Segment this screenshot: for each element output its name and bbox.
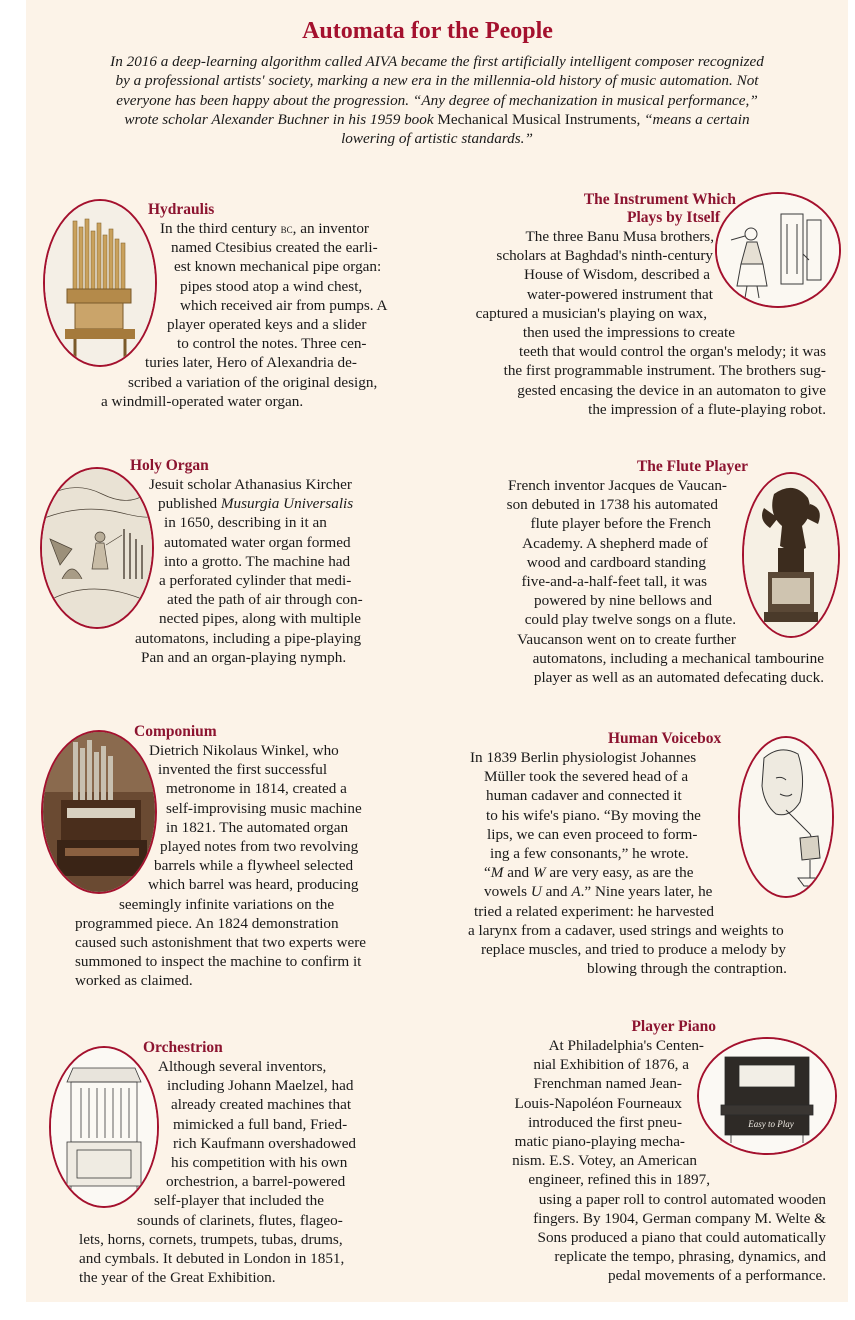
text-line: including Johann Maelzel, had <box>167 1077 354 1095</box>
text-line: captured a musician's playing on wax, <box>475 304 707 322</box>
text-line: to control the notes. Three cen- <box>177 335 367 353</box>
text-line: Dietrich Nikolaus Winkel, who <box>149 742 339 759</box>
text-line: gested encasing the device in an automaton to give <box>517 381 826 399</box>
text-line: and cymbals. It debuted in London in 1851, <box>79 1250 345 1268</box>
section-body <box>100 219 410 411</box>
text-run: , an inventor <box>292 220 369 237</box>
text-line: turies later, Hero of Alexandria de- <box>145 354 357 372</box>
text-line: nial Exhibition of 1876, a <box>533 1056 689 1074</box>
section-body <box>470 227 827 419</box>
text-line: a perforated cylinder that medi- <box>159 572 352 590</box>
letter-em: W <box>532 864 546 882</box>
section-body <box>74 741 404 991</box>
text-line: the impression of a flute-playing robot. <box>588 400 826 418</box>
section-body <box>468 748 808 978</box>
intro-line: everyone has been happy about the progression. “Any degree of mechanization in musical performance,” <box>116 91 758 109</box>
text-line: metronome in 1814, created a <box>166 780 347 798</box>
text-line: self-improvising music machine <box>166 799 362 817</box>
heading-line: Plays by Itself <box>627 209 720 226</box>
text-line: The three Banu Musa brothers, <box>525 228 714 245</box>
text-line: worked as claimed. <box>75 972 193 990</box>
text-line: sounds of clarinets, flutes, flageo- <box>137 1211 343 1229</box>
heading-line: The Instrument Which <box>583 191 736 208</box>
text-line: player as well as an automated defecating duck. <box>533 669 824 687</box>
section-body <box>470 1036 827 1286</box>
text-line: a larynx from a cadaver, used strings and weights to <box>468 921 784 939</box>
letter-em: U <box>530 883 542 901</box>
text-line: Müller took the severed head of a <box>484 768 689 786</box>
text-run: are very easy, as are the <box>545 864 694 882</box>
text-line: pipes stood atop a wind chest, <box>180 277 363 295</box>
page-title: Automata for the People <box>302 18 553 44</box>
text-line: est known mechanical pipe organ: <box>174 258 382 276</box>
text-line: self-player that included the <box>154 1192 324 1210</box>
text-line: the first programmable instrument. The brothers sug- <box>503 362 826 380</box>
intro-text: wrote scholar Alexander Buchner in his 1959 book <box>124 110 438 128</box>
text-line: Sons produced a piano that could automatically <box>537 1229 826 1247</box>
text-line: in 1650, describing in it an <box>164 514 327 532</box>
section-heading <box>470 191 827 227</box>
text-line: using a paper roll to control automated wooden <box>538 1190 826 1208</box>
intro-line: In 2016 a deep-learning algorithm called AIVA became the first artificially intelligent composer recognized <box>110 53 764 70</box>
letter-em: M <box>490 864 504 882</box>
text-line: flute player before the French <box>530 515 711 533</box>
text-line <box>130 494 430 513</box>
text-line: the year of the Great Exhibition. <box>79 1269 276 1287</box>
text-line: rich Kaufmann overshadowed <box>173 1134 357 1152</box>
section-componium <box>74 723 404 991</box>
intro-line: lowering of artistic standards.” <box>341 130 533 148</box>
section-heading: Componium <box>134 723 217 740</box>
text-line: caused such astonishment that two experts were <box>75 934 367 952</box>
text-run: and <box>541 883 572 901</box>
era-abbreviation: bc <box>280 221 293 236</box>
book-title: Musurgia Universalis <box>220 495 354 513</box>
text-run: and <box>503 864 533 882</box>
text-line: invented the first successful <box>158 761 328 779</box>
section-heading: Hydraulis <box>148 201 215 218</box>
text-run: published <box>158 495 221 513</box>
section-instrument-plays-itself <box>470 191 827 419</box>
text-line: into a grotto. The machine had <box>164 552 351 570</box>
section-player-piano <box>470 1018 827 1286</box>
text-line: nism. E.S. Votey, an American <box>512 1152 697 1170</box>
text-line: engineer, refined this in 1897, <box>528 1171 710 1189</box>
text-line: Louis-Napoléon Fourneaux <box>514 1094 682 1112</box>
text-line: In 1839 Berlin physiologist Johannes <box>470 749 697 766</box>
text-line: fingers. By 1904, German company M. Welte & <box>533 1209 826 1227</box>
text-line: which barrel was heard, producing <box>148 876 359 894</box>
section-body <box>130 475 430 667</box>
text-line: lets, horns, cornets, trumpets, tubas, drums, <box>79 1230 343 1248</box>
text-line: “M and W are very easy, as are the <box>484 864 694 882</box>
text-line: in 1821. The automated organ <box>166 818 349 836</box>
text-line: seemingly infinite variations on the <box>119 895 335 913</box>
text-line: could play twelve songs on a flute. <box>524 611 736 629</box>
intro-text: , “means a certain <box>636 110 750 128</box>
section-body <box>78 1057 408 1287</box>
letter-em: A <box>571 883 581 901</box>
text-line: Academy. A shepherd made of <box>522 534 708 552</box>
section-heading: Human Voicebox <box>608 730 722 747</box>
text-line: powered by nine bellows and <box>534 592 712 610</box>
text-line: wood and cardboard standing <box>526 553 706 571</box>
text-line: barrels while a flywheel selected <box>154 857 354 875</box>
text-line: nected pipes, along with multiple <box>159 610 362 628</box>
section-orchestrion <box>78 1039 408 1287</box>
text-line: five-and-a-half-feet tall, it was <box>521 573 707 591</box>
text-line: Frenchman named Jean- <box>533 1075 682 1093</box>
section-flute-player <box>470 458 827 687</box>
text-line: summoned to inspect the machine to confirm it <box>75 953 362 971</box>
text-line: Jesuit scholar Athanasius Kircher <box>149 476 352 493</box>
text-line: automatons, including a pipe-playing <box>135 629 362 647</box>
intro-line <box>92 110 782 129</box>
text-line: then used the impressions to create <box>522 324 735 342</box>
text-line: French inventor Jacques de Vaucan- <box>507 477 727 494</box>
section-hydraulis <box>100 201 410 411</box>
intro-paragraph <box>92 52 782 148</box>
text-line: teeth that would control the organ's melody; it was <box>519 343 826 361</box>
text-line: lips, we can even proceed to form- <box>487 825 698 843</box>
text-run: vowels <box>484 883 531 901</box>
text-run: .” Nine years later, he <box>580 883 713 901</box>
text-line: which received air from pumps. A <box>180 296 388 314</box>
text-line: human cadaver and connected it <box>486 787 682 805</box>
text-line: introduced the first pneu- <box>528 1113 682 1131</box>
text-line: replicate the tempo, phrasing, dynamics, and <box>554 1248 826 1266</box>
text-line: programmed piece. An 1824 demonstration <box>75 914 339 932</box>
text-line: Although several inventors, <box>158 1058 327 1075</box>
text-line: pedal movements of a performance. <box>607 1267 826 1285</box>
text-line: a windmill-operated water organ. <box>101 392 304 410</box>
text-line <box>100 219 410 238</box>
text-line: water-powered instrument that <box>526 285 713 303</box>
text-line: automatons, including a mechanical tambourine <box>532 649 824 667</box>
book-title: Mechanical Musical Instruments <box>437 110 637 128</box>
text-line: blowing through the contraption. <box>587 960 787 978</box>
section-holy-organ <box>130 457 430 667</box>
text-line: House of Wisdom, described a <box>524 266 710 284</box>
easy-to-play-caption: Easy to Play <box>748 1119 794 1129</box>
text-line: tried a related experiment: he harvested <box>474 902 714 920</box>
text-run: In the third century <box>160 220 281 237</box>
section-body <box>470 476 827 687</box>
text-line: mimicked a full band, Fried- <box>173 1115 348 1133</box>
section-human-voicebox <box>468 730 808 978</box>
text-line: player operated keys and a slider <box>167 316 367 334</box>
text-line: son debuted in 1738 his automated <box>506 496 718 514</box>
text-line: his competition with his own <box>171 1154 348 1172</box>
text-line: played notes from two revolving <box>160 838 359 856</box>
text-line: named Ctesibius created the earli- <box>171 239 378 257</box>
text-line: scribed a variation of the original design, <box>128 373 378 391</box>
text-line: Vaucanson went on to create further <box>517 630 736 648</box>
text-line: At Philadelphia's Centen- <box>548 1037 704 1054</box>
text-line <box>468 882 808 901</box>
text-line: scholars at Baghdad's ninth-century <box>496 247 713 265</box>
text-line: already created machines that <box>171 1096 352 1114</box>
intro-line: by a professional artists' society, marking a new era in the millennia-old history of music automation. Not <box>115 72 759 90</box>
text-line: orchestrion, a barrel-powered <box>166 1173 346 1191</box>
text-line: ing a few consonants,” he wrote. <box>490 845 689 863</box>
section-heading: Player Piano <box>631 1018 716 1035</box>
text-line: ated the path of air through con- <box>167 591 363 609</box>
text-line: replace muscles, and tried to produce a melody by <box>481 941 786 959</box>
text-line: matic piano-playing mecha- <box>514 1133 685 1151</box>
section-heading: Orchestrion <box>143 1039 223 1056</box>
text-line: automated water organ formed <box>164 533 351 551</box>
text-line: to his wife's piano. “By moving the <box>486 806 701 824</box>
section-heading: Holy Organ <box>130 457 209 474</box>
text-line: Pan and an organ-playing nymph. <box>141 648 347 666</box>
section-heading: The Flute Player <box>636 458 748 475</box>
